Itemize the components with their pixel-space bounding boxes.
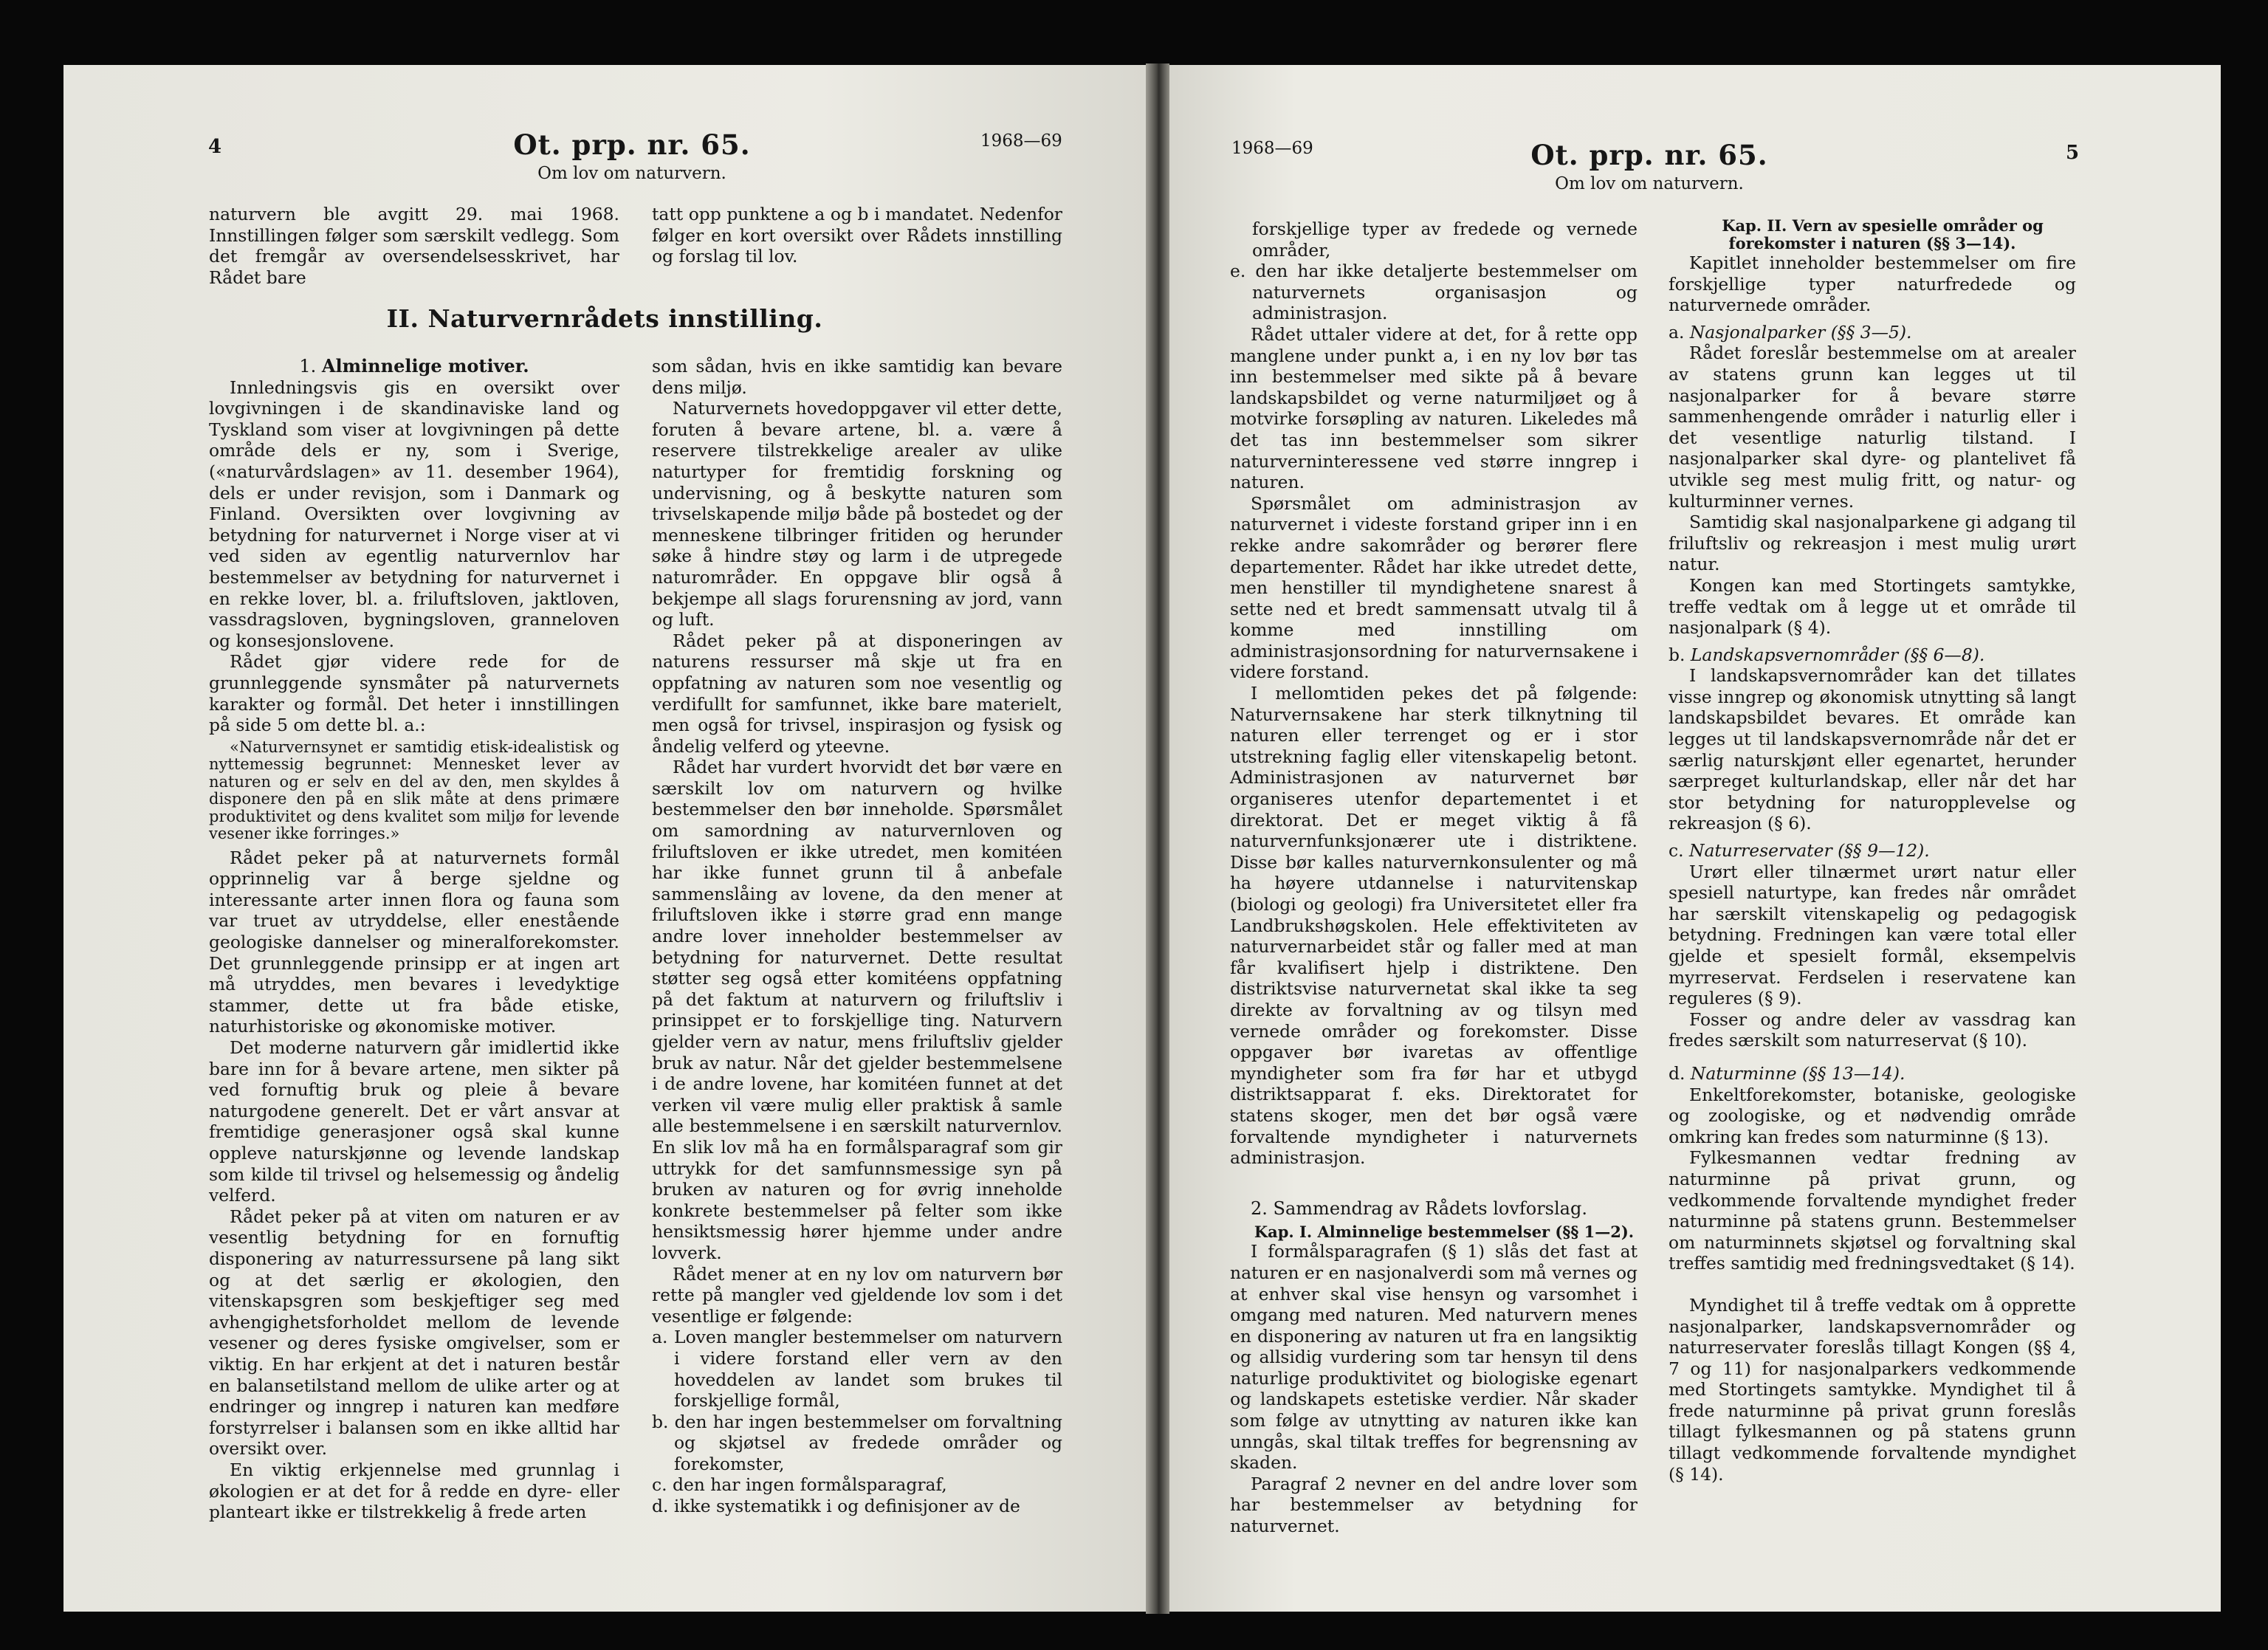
paragraph: Rådet uttaler videre at det, for å rette opp manglene under punkt a, i en ny lov bør tas inn bestemmelser med sikte på å bevare landskapsbildet og verne naturmiljøet og å motvirke forsøpling av naturen. Likeledes må det tas inn bestemmelser som sikrer naturverninteressene ved større inngrep i naturen. [1230, 323, 1638, 493]
page-number: 4 [208, 136, 222, 158]
paragraph: Fosser og andre deler av vassdrag kan fredes særskilt som naturreservat (§ 10). [1669, 1008, 2076, 1051]
paragraph: Rådet foreslår bestemmelse om at arealer av statens grunn kan legges ut til nasjonalparker for å bevare større sammenhengende områder i naturlig eller i det vesentlige naturlig tilstand. I nasjonalparker skal dyre- og plantelivet få utvikle seg mest mulig fritt, og natur- og kulturminner vernes. [1669, 343, 2076, 512]
paragraph: Enkeltforekomster, botaniske, geologiske og zoologiske, og et nødvendig område omkring kan fredes som naturminne (§ 13). [1669, 1084, 2076, 1147]
left-column-1 [209, 356, 619, 1523]
subsection-heading: b. Landskapsvernområder (§§ 6—8). [1669, 644, 1985, 665]
list-item: e. den har ikke detaljerte bestemmelser om naturvernets organisasjon og administrasjon. [1230, 261, 1638, 324]
page-header-subtitle: Om lov om naturvern. [537, 164, 726, 183]
page-number: 5 [2066, 142, 2080, 164]
paragraph: Samtidig skal nasjonalparkene gi adgang til friluftsliv og rekreasjon i mest mulig urørt natur. [1669, 512, 2076, 575]
chapter-heading: Kap. II. Vern av spesielle områder og forekomster i naturen (§§ 3—14). [1722, 216, 2044, 252]
paragraph: Myndighet til å treffe vedtak om å opprette nasjonalparker, landskapsvernområder og naturreservater foreslås tillagt Kongen (§§ 4, 7 og 11) for nasjonalparkers vedkommende med Stortingets samtykke. Myndighet til å frede naturminne på privat grunn foreslås tillagt fylkesmannen og på statens grunn tillagt vedkommende forvaltende myndighet (§ 14). [1669, 1294, 2076, 1485]
paragraph: Fylkesmannen vedtar fredning av naturminne på privat grunn, og vedkommende forvaltende myndighet freder naturminne på statens grunn. Bestemmelser om naturminnets skjøtsel og forvaltning skal treffes samtidig med fredningsvedtaket (§ 14). [1669, 1147, 2076, 1274]
paragraph: Naturvernets hovedoppgaver vil etter dette, foruten å bevare artene, bl. a. være å reservere tilstrekkelige arealer av ulike naturtyper for fremtidig forskning og undervisning, og å beskytte naturen som trivselskapende miljø både på bostedet og der menneskene tilbringer fritiden og herunder søke å hindre støy og larm i de utpregede naturområder. En oppgave blir også å bekjempe all slags forurensning av jord, vann og luft. [652, 398, 1062, 630]
page-header-year: 1968—69 [1231, 139, 1313, 158]
paragraph: Kongen kan med Stortingets samtykke, treffe vedtak om å legge ut et område til nasjonalpark (§ 4). [1669, 574, 2076, 639]
page-header-subtitle: Om lov om naturvern. [1555, 174, 1744, 193]
left-column-2 [652, 356, 1062, 1517]
subsection-heading: a. Nasjonalparker (§§ 3—5). [1669, 321, 1912, 343]
page-header-title: Ot. prp. nr. 65. [513, 128, 751, 161]
paragraph: Paragraf 2 nevner en del andre lover som har bestemmelser av betydning for naturvernet. [1230, 1473, 1638, 1537]
right-column-2 [1669, 217, 2076, 1485]
intro-paragraph: tatt opp punktene a og b i mandatet. Nedenfor følger en kort oversikt over Rådets innstilling og forslag til lov. [652, 204, 1062, 267]
paragraph: Rådet mener at en ny lov om naturvern bør rette på mangler ved gjeldende lov som i det vesentlige er følgende: [652, 1263, 1062, 1327]
subsection-heading: c. Naturreservater (§§ 9—12). [1669, 840, 1930, 862]
paragraph: I mellomtiden pekes det på følgende: Naturvernsakene har sterk tilknytning til naturen eller terrenget og er i stor utstrekning faglig eller vitenskapelig betont. Administrasjonen av naturvernet bør organiseres utenfor departementet i et direktorat. Det er meget viktig å få naturvernfunksjonærer ute i distriktene. Disse bør kalles naturvernkonsulenter og må ha høyere utdannelse i naturvitenskap (biologi og geologi) fra Universitetet eller fra Landbrukshøgskolen. Hele effektiviteten av naturvernarbeidet står og faller med at man får kvalifisert hjelp i distriktene. Den distriktsvise naturvernetat skal ikke ta seg direkte av forvaltning av og tilsyn med vernede områder og forekomster. Disse oppgaver bør ivaretas av offentlige myndigheter som fra før har et utbygd distriktsapparat f. eks. Direktoratet for statens skoger, men det bør også være forvaltende myndigheter i naturvernets administrasjon. [1230, 683, 1638, 1169]
section-title: II. Naturvernrådets innstilling. [386, 304, 823, 333]
section-heading: 2. Sammendrag av Rådets lovforslag. [1251, 1197, 1587, 1219]
block-quote: «Naturvernsynet er samtidig etisk-idealistisk og nyttemessig begrunnet: Mennesket lever av naturen og er selv en del av den, men skyldes å disponere den på en slik måte at dens primære produktivitet og dens kvalitet som miljø for levende vesener ikke forringes.» [209, 738, 619, 843]
right-page [1169, 65, 2221, 1612]
paragraph: I landskapsvernområder kan det tillates visse inngrep og økonomisk utnytting så langt landskapsbildet bevares. Et område kan legges ut til landskapsvernområde når det er særlig naturskjønt eller egenartet, herunder særpreget kulturlandskap, eller når det har stor betydning for naturopplevelse og rekreasjon (§ 6). [1669, 665, 2076, 834]
paragraph: Det moderne naturvern går imidlertid ikke bare inn for å bevare artene, men sikter på ved fornuftig bruk og pleie å bevare naturgodene generelt. Det er vårt ansvar at fremtidige generasjoner også skal kunne oppleve naturskjønne og levende landskap som kilde til trivsel og helsemessig og åndelig velferd. [209, 1037, 619, 1206]
page-header-title: Ot. prp. nr. 65. [1530, 139, 1768, 171]
paragraph: Rådet peker på at viten om naturen er av vesentlig betydning for en fornuftig disponering av naturressursene på lang sikt og at det særlig er økologien, den vitenskapsgren som beskjeftiger seg med avhengighetsforholdet mellom de levende vesener og deres fysiske omgivelser, som er viktig. En har erkjent at det i naturen består en balansetilstand mellom de ulike arter og at endringer og inngrep i naturen kan medføre forstyrrelser i balansen som en ikke alltid har oversikt over. [209, 1206, 619, 1460]
list-item: d. ikke systematikk i og definisjoner av de [652, 1496, 1020, 1517]
paragraph: Rådet peker på at naturvernets formål opprinnelig var å berge sjeldne og interessante arter innen flora og fauna som var truet av utryddelse, eller enestående geologiske dannelser og mineralforekomster. Det grunnleggende prinsipp er at ingen art må utryddes, men bevares i levedyktige stammer, dette ut fra både etiske, naturhistoriske og økonomiske motiver. [209, 847, 619, 1037]
paragraph: Urørt eller tilnærmet urørt natur eller spesiell naturtype, kan fredes når området har særskilt vitenskapelig og pedagogisk betydning. Fredningen kan være total eller gjelde et spesielt formål, eksempelvis myrreservat. Ferdselen i reservatene kan reguleres (§ 9). [1669, 861, 2076, 1009]
paragraph: Innledningsvis gis en oversikt over lovgivningen i de skandinaviske land og Tyskland som viser at lovgivningen på dette område dels er ny, som i Sverige, («naturvårdslagen» av 11. desember 1964), dels er under revisjon, som i Danmark og Finland. Oversikten over lovgivning av betydning for naturvernet i Norge viser at vi ved siden av egentlig naturvernlov har bestemmelser av betydning for naturvernet i en rekke lover, bl. a. friluftsloven, jaktloven, vassdragsloven, bygningsloven, granneloven og konsesjonslovene. [209, 377, 619, 651]
right-column-1 [1230, 219, 1638, 1537]
intro-column-right [652, 204, 1062, 267]
page-header-year: 1968—69 [980, 131, 1062, 151]
paragraph: En viktig erkjennelse med grunnlag i økologien er at det for å redde en dyre- eller planteart ikke er tilstrekkelig å frede arten [209, 1459, 619, 1523]
paragraph: Rådet gjør videre rede for de grunnleggende synsmåter på naturvernets karakter og formål. Det heter i innstillingen på side 5 om dette bl. a.: [209, 651, 619, 736]
paragraph: Kapitlet inneholder bestemmelser om fire forskjellige typer naturfredede og naturvernede områder. [1669, 252, 2076, 316]
intro-column-left [209, 204, 619, 288]
section-heading: 1. Alminnelige motiver. [299, 355, 529, 377]
paragraph: I formålsparagrafen (§ 1) slås det fast at naturen er en nasjonalverdi som må vernes og at enhver skal vise hensyn og varsomhet i omgang med naturen. Med naturvern menes en disponering av naturen ut fra en langsiktig og allsidig vurdering som tar hensyn til dens naturlige produktivitet og biologiske egenart og landskapets estetiske verdier. Når skader som følge av utnytting av naturen ikke kan unngås, skal tiltak treffes for begrensning av skaden. [1230, 1241, 1638, 1474]
paragraph: Spørsmålet om administrasjon av naturvernet i videste forstand griper inn i en rekke andre sakområder og berører flere departementer. Rådet har ikke utredet dette, men henstiller til myndighetene snarest å sette ned et bredt sammensatt utvalg til å komme med innstilling om administrasjonsordning for naturvernsakene i videre forstand. [1230, 492, 1638, 683]
book-spine [1146, 63, 1169, 1614]
subsection-heading: d. Naturminne (§§ 13—14). [1669, 1062, 1906, 1084]
list-item-continuation: forskjellige typer av fredede og vernede områder, [1252, 219, 1638, 261]
paragraph: som sådan, hvis en ikke samtidig kan bevare dens miljø. [652, 356, 1062, 398]
paragraph: Rådet peker på at disponeringen av naturens ressurser må skje ut fra en oppfatning av naturen som noe vesentlig og verdifullt for samfunnet, ikke bare materielt, men også for trivsel, inspirasjon og fysisk og åndelig velferd og yteevne. [652, 630, 1062, 757]
intro-paragraph: naturvern ble avgitt 29. mai 1968. Innstillingen følger som særskilt vedlegg. Som det fremgår av oversendelsesskrivet, har Rådet bare [209, 204, 619, 288]
chapter-heading: Kap. I. Alminnelige bestemmelser (§§ 1—2). [1254, 1223, 1635, 1242]
list-item: b. den har ingen bestemmelser om forvaltning og skjøtsel av fredede områder og forekomster, [652, 1411, 1062, 1474]
list-item: c. den har ingen formålsparagraf, [652, 1474, 947, 1496]
left-page [63, 65, 1146, 1612]
list-item: a. Loven mangler bestemmelser om naturvern i videre forstand eller vern av den hoveddelen av landet som brukes til forskjellige formål, [652, 1327, 1063, 1412]
paragraph: Rådet har vurdert hvorvidt det bør være en særskilt lov om naturvern og hvilke bestemmelser den bør inneholde. Spørsmålet om samordning av naturvernloven og friluftsloven er ikke utredet, men komitéen har ikke funnet grunn til å anbefale sammenslåing av lovene, da den mener at friluftsloven ikke i større grad enn mange andre lover inneholder bestemmelser av betydning for naturvernet. Dette resultat støtter seg også etter komitéens oppfatning på det faktum at naturvern og friluftsliv i prinsippet er to forskjellige ting. Naturvern gjelder vern av natur, mens friluftsliv gjelder bruk av natur. Når det gjelder bestemmelsene i de andre lovene, har komitéen funnet at det verken vil være mulig eller praktisk å samle alle bestemmelsene i en særskilt naturvernlov. En slik lov må ha en formålsparagraf som gir uttrykk for det samfunnsmessige syn på bruken av naturen og for øvrig inneholde konkrete bestemmelser på felter som ikke hensiktsmessig hører hjemme under andre lovverk. [652, 757, 1062, 1263]
